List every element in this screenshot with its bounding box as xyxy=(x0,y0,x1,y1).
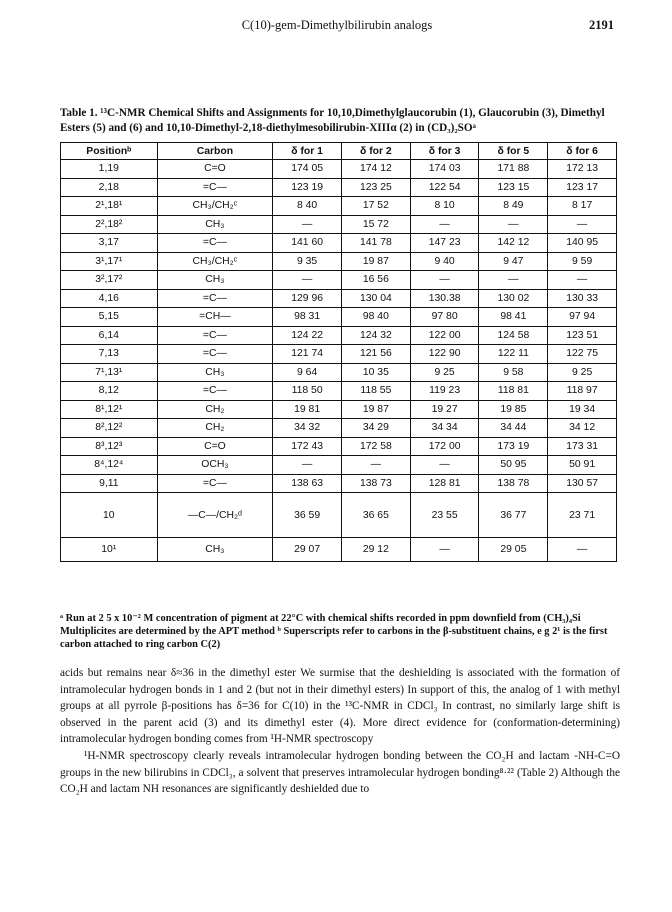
table-cell: 9,11 xyxy=(61,474,158,493)
table-cell: 124 22 xyxy=(273,326,342,345)
table-cell: =C— xyxy=(157,345,273,364)
table-cell: 2²,18² xyxy=(61,215,158,234)
table-cell: 8³,12³ xyxy=(61,437,158,456)
table-cell: 138 73 xyxy=(341,474,410,493)
table-cell: 5,15 xyxy=(61,308,158,327)
table-cell: OCH₃ xyxy=(157,456,273,475)
table-cell: 19 27 xyxy=(410,400,479,419)
table-cell: =CH— xyxy=(157,308,273,327)
table-cell: — xyxy=(410,456,479,475)
table-cell: 8 17 xyxy=(548,197,617,216)
table-cell: 9 25 xyxy=(410,363,479,382)
table-cell: 171 88 xyxy=(479,160,548,179)
table-cell: 23 55 xyxy=(410,493,479,538)
table-cell: — xyxy=(479,271,548,290)
table-cell: 1,19 xyxy=(61,160,158,179)
column-header: δ for 2 xyxy=(341,143,410,160)
table-cell: 10 xyxy=(61,493,158,538)
table-cell: 122 54 xyxy=(410,178,479,197)
table-cell: =C— xyxy=(157,474,273,493)
table-cell: 9 25 xyxy=(548,363,617,382)
running-header xyxy=(60,18,614,38)
table-cell: 172 58 xyxy=(341,437,410,456)
table-cell: 123 19 xyxy=(273,178,342,197)
table-cell: 16 56 xyxy=(341,271,410,290)
table-cell: 98 41 xyxy=(479,308,548,327)
table-row xyxy=(61,308,617,327)
page-number: 2191 xyxy=(589,18,614,32)
table-cell: 3²,17² xyxy=(61,271,158,290)
table-cell: 130 33 xyxy=(548,289,617,308)
column-header: Carbon xyxy=(157,143,273,160)
table-footnote: ᵃ Run at 2 5 x 10⁻² M concentration of pigment at 22°C with chemical shifts recorded in ppm downfield from (CH₃)₄Si Multiplicites are determined by the APT method ᵇ Superscripts refer to carbons in the β-substituent chains, e g 2¹ is the first carbon attached to ring carbon C(2) xyxy=(60,613,608,650)
table-cell: 118 55 xyxy=(341,382,410,401)
table-cell: 122 11 xyxy=(479,345,548,364)
table-cell: 118 81 xyxy=(479,382,548,401)
table-cell: 119 23 xyxy=(410,382,479,401)
table-cell: 141 60 xyxy=(273,234,342,253)
table-cell: 122 00 xyxy=(410,326,479,345)
table-cell: — xyxy=(479,215,548,234)
table-cell: — xyxy=(273,456,342,475)
table-cell: 8,12 xyxy=(61,382,158,401)
table-cell: 97 80 xyxy=(410,308,479,327)
table-cell: — xyxy=(410,538,479,562)
table-cell: 124 58 xyxy=(479,326,548,345)
table-cell: — xyxy=(410,271,479,290)
table-cell: 172 13 xyxy=(548,160,617,179)
table-cell: 7¹,13¹ xyxy=(61,363,158,382)
table-cell: =C— xyxy=(157,178,273,197)
table-row xyxy=(61,178,617,197)
table-cell: — xyxy=(548,215,617,234)
table-cell: 130 57 xyxy=(548,474,617,493)
table-cell: 9 64 xyxy=(273,363,342,382)
running-title: C(10)-gem-Dimethylbilirubin analogs xyxy=(241,18,433,32)
table-cell: 121 56 xyxy=(341,345,410,364)
table-cell: 3,17 xyxy=(61,234,158,253)
table-row xyxy=(61,215,617,234)
table-cell: 50 91 xyxy=(548,456,617,475)
table-row xyxy=(61,160,617,179)
table-cell: 123 51 xyxy=(548,326,617,345)
table-cell: 34 29 xyxy=(341,419,410,438)
table-cell: — xyxy=(273,271,342,290)
table-cell: 8 10 xyxy=(410,197,479,216)
table-cell: CH₂ xyxy=(157,419,273,438)
table-cell: CH₂ xyxy=(157,400,273,419)
table-cell: 34 44 xyxy=(479,419,548,438)
table-cell: 123 25 xyxy=(341,178,410,197)
nmr-shift-table xyxy=(60,142,617,562)
table-row xyxy=(61,345,617,364)
table-row xyxy=(61,252,617,271)
table-cell: 19 81 xyxy=(273,400,342,419)
table-cell: 122 75 xyxy=(548,345,617,364)
table-cell: 10¹ xyxy=(61,538,158,562)
table-row xyxy=(61,419,617,438)
table-cell: 172 43 xyxy=(273,437,342,456)
table-cell: 8²,12² xyxy=(61,419,158,438)
table-body xyxy=(61,160,617,562)
table-cell: 128 81 xyxy=(410,474,479,493)
table-row xyxy=(61,456,617,475)
table-cell: — xyxy=(548,538,617,562)
table-cell: 23 71 xyxy=(548,493,617,538)
table-cell: 15 72 xyxy=(341,215,410,234)
column-header: δ for 6 xyxy=(548,143,617,160)
table-cell: 8 49 xyxy=(479,197,548,216)
table-cell: 8 40 xyxy=(273,197,342,216)
table-cell: 19 87 xyxy=(341,252,410,271)
table-cell: 123 15 xyxy=(479,178,548,197)
table-cell: 8¹,12¹ xyxy=(61,400,158,419)
table-cell: —C—/CH₂ᵈ xyxy=(157,493,273,538)
table-cell: CH₃ xyxy=(157,538,273,562)
table-cell: 6,14 xyxy=(61,326,158,345)
table-cell: 142 12 xyxy=(479,234,548,253)
table-cell: 173 19 xyxy=(479,437,548,456)
column-header: δ for 3 xyxy=(410,143,479,160)
table-row xyxy=(61,400,617,419)
table-cell: 130 04 xyxy=(341,289,410,308)
table-cell: 7,13 xyxy=(61,345,158,364)
table-caption: Table 1. ¹³C-NMR Chemical Shifts and Assignments for 10,10,Dimethylglaucorubin (1), Glaucorubin (3), Dimethyl Esters (5) and (6) and 10,10-Dimethyl-2,18-diethylmesobilirubin-XIIIα (2) in (CD₃)₂SOᵃ xyxy=(60,107,605,134)
table-cell: 17 52 xyxy=(341,197,410,216)
table-cell: 123 17 xyxy=(548,178,617,197)
table-cell: 29 07 xyxy=(273,538,342,562)
table-row xyxy=(61,271,617,290)
table-cell: 130.38 xyxy=(410,289,479,308)
table-cell: 50 95 xyxy=(479,456,548,475)
body-text xyxy=(60,665,620,798)
table-cell: C=O xyxy=(157,437,273,456)
table-cell: 97 94 xyxy=(548,308,617,327)
table-row xyxy=(61,363,617,382)
column-header: δ for 1 xyxy=(273,143,342,160)
table-cell: 98 40 xyxy=(341,308,410,327)
table-cell: 9 35 xyxy=(273,252,342,271)
table-cell: =C— xyxy=(157,289,273,308)
table-cell: 9 59 xyxy=(548,252,617,271)
table-cell: 34 12 xyxy=(548,419,617,438)
table-cell: 138 63 xyxy=(273,474,342,493)
table-cell: CH₃ xyxy=(157,215,273,234)
table-cell: 121 74 xyxy=(273,345,342,364)
table-cell: 19 34 xyxy=(548,400,617,419)
table-cell: 130 02 xyxy=(479,289,548,308)
table-cell: 138 78 xyxy=(479,474,548,493)
table-cell: — xyxy=(273,215,342,234)
table-cell: CH₃/CH₂ᶜ xyxy=(157,252,273,271)
table-cell: 9 40 xyxy=(410,252,479,271)
table-row xyxy=(61,197,617,216)
table-cell: 9 58 xyxy=(479,363,548,382)
table-cell: 98 31 xyxy=(273,308,342,327)
table-cell: 19 87 xyxy=(341,400,410,419)
table-cell: 118 97 xyxy=(548,382,617,401)
table-cell: 141 78 xyxy=(341,234,410,253)
table-cell: — xyxy=(341,456,410,475)
table-cell: 36 65 xyxy=(341,493,410,538)
table-cell: 34 32 xyxy=(273,419,342,438)
table-cell: 174 03 xyxy=(410,160,479,179)
table-cell: 29 05 xyxy=(479,538,548,562)
table-cell: 124 32 xyxy=(341,326,410,345)
table-cell: 118 50 xyxy=(273,382,342,401)
table-cell: — xyxy=(548,271,617,290)
column-header: Positionᵇ xyxy=(61,143,158,160)
column-header: δ for 5 xyxy=(479,143,548,160)
table-header-row xyxy=(61,143,617,160)
table-cell: =C— xyxy=(157,234,273,253)
table-cell: 140 95 xyxy=(548,234,617,253)
table-cell: 172 00 xyxy=(410,437,479,456)
table-cell: 174 05 xyxy=(273,160,342,179)
paragraph: acids but remains near δ≈36 in the dimethyl ester We surmise that the deshielding is associated with the formation of intramolecular hydrogen bonds in 1 and 2 (but not in their dimethyl esters) In support of this, the analog of 1 with methyl groups at all pyrrole β-positions has δ=36 for C(10) in the ¹³C-NMR in CDCl₃ In contrast, no similarly large shift is observed in the parent acid (3) and its dimethyl ester (4). More direct evidence for (conformation-determining) intramolecular hydrogen bonding comes from ¹H-NMR spectroscopy xyxy=(60,667,620,746)
table-cell: 10 35 xyxy=(341,363,410,382)
table-cell: 2,18 xyxy=(61,178,158,197)
table-cell: 174 12 xyxy=(341,160,410,179)
table-row xyxy=(61,234,617,253)
table-cell: CH₃ xyxy=(157,363,273,382)
table-cell: CH₃ xyxy=(157,271,273,290)
table-row xyxy=(61,474,617,493)
table-cell: 36 77 xyxy=(479,493,548,538)
table-cell: 147 23 xyxy=(410,234,479,253)
table-row xyxy=(61,538,617,562)
table-cell: 29 12 xyxy=(341,538,410,562)
table-cell: 36 59 xyxy=(273,493,342,538)
table-cell: 19 85 xyxy=(479,400,548,419)
table-cell: C=O xyxy=(157,160,273,179)
table-cell: =C— xyxy=(157,382,273,401)
table-cell: 3¹,17¹ xyxy=(61,252,158,271)
table-row xyxy=(61,326,617,345)
table-cell: 4,16 xyxy=(61,289,158,308)
table-cell: =C— xyxy=(157,326,273,345)
table-cell: 9 47 xyxy=(479,252,548,271)
table-cell: — xyxy=(410,215,479,234)
table-cell: CH₃/CH₂ᶜ xyxy=(157,197,273,216)
table-cell: 173 31 xyxy=(548,437,617,456)
paragraph: ¹H-NMR spectroscopy clearly reveals intramolecular hydrogen bonding between the CO₂H and lactam -NH-C=O groups in the new bilirubins in CDCl₃, a solvent that preserves intramolecular hydrogen bonding⁸·²² (Table 2) Although the CO₂H and lactam NH resonances are significantly deshielded due to xyxy=(60,749,620,796)
table-cell: 34 34 xyxy=(410,419,479,438)
table-cell: 8⁴,12⁴ xyxy=(61,456,158,475)
table-row xyxy=(61,493,617,538)
table-cell: 2¹,18¹ xyxy=(61,197,158,216)
table-row xyxy=(61,437,617,456)
table-cell: 122 90 xyxy=(410,345,479,364)
table-row xyxy=(61,382,617,401)
table-row xyxy=(61,289,617,308)
table-cell: 129 96 xyxy=(273,289,342,308)
